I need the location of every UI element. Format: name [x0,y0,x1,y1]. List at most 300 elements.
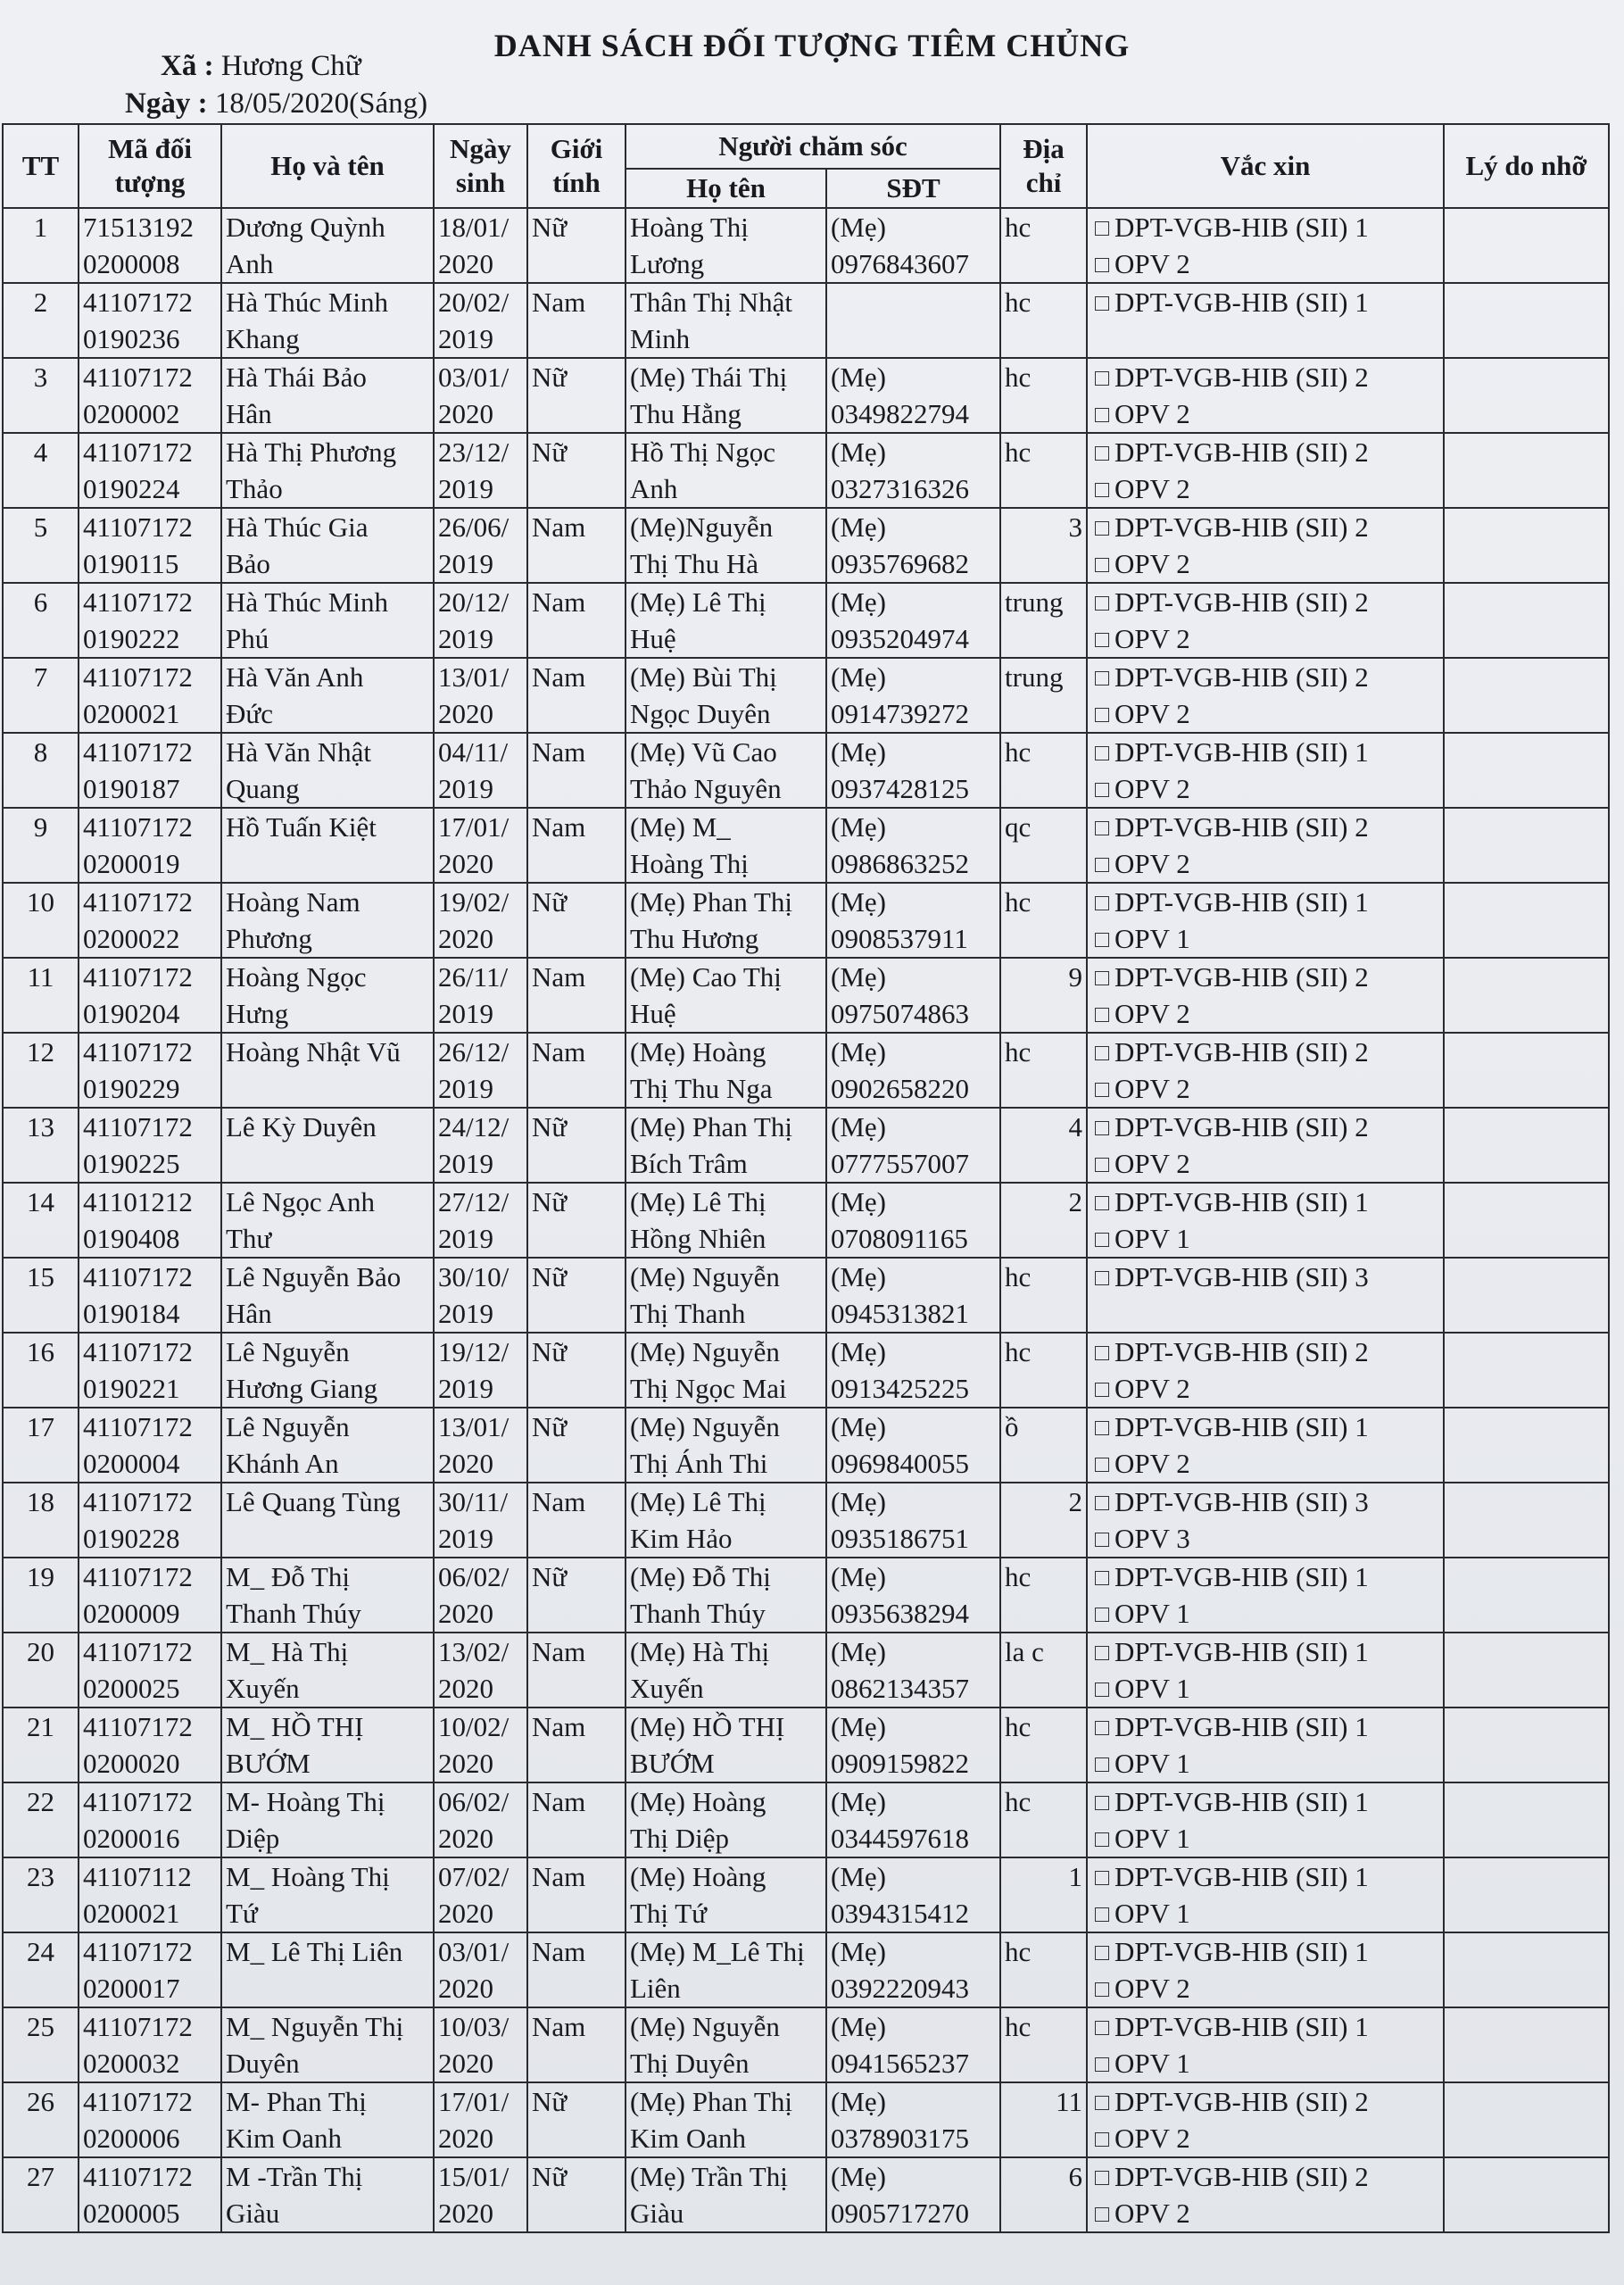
full-name [221,1333,434,1408]
caregiver-name-line: (Mẹ) Nguyễn [630,1411,780,1442]
caregiver-name-line: (Mẹ) Lê Thị [630,586,766,618]
address: hc [1000,433,1087,508]
subject-code-line: 0200008 [83,248,180,279]
vaccine-label: DPT-VGB-HIB (SII) 2 [1114,2086,1369,2117]
vaccine-label: OPV 2 [1114,473,1190,504]
address: 1 [1000,1857,1087,1932]
vaccine-label: DPT-VGB-HIB (SII) 1 [1114,1636,1369,1667]
address: 2 [1000,1183,1087,1258]
vaccines-line [1091,1820,1439,1857]
checkbox-icon [1095,296,1109,311]
subject-code [79,1633,221,1708]
birth-date [434,1932,527,2007]
caregiver-name-line: (Mẹ) HỒ THỊ [630,1711,785,1742]
vaccines-line [1091,2008,1439,2045]
caregiver-phone-line: 0913425225 [831,1373,969,1404]
caregiver-name-line: (Mẹ) Hoàng [630,1036,766,1068]
caregiver-phone-line: 0937428125 [831,773,969,804]
row-number: 2 [3,283,79,358]
full-name [221,883,434,958]
full-name-line: Hồ Tuấn Kiệt [226,811,377,843]
gender: Nữ [527,1258,626,1333]
full-name-line: M- Phan Thị [226,2086,367,2117]
subject-code-line: 41107172 [83,1411,193,1442]
caregiver-phone [826,1408,1000,1483]
subject-code [79,1408,221,1483]
vaccines-line [1091,1670,1439,1707]
caregiver-name-line: Thị Duyên [630,2048,750,2079]
subject-code-line: 0190204 [83,998,180,1029]
checkbox-icon [1095,1046,1109,1060]
caregiver-name [626,1408,826,1483]
subject-code-line: 0200004 [83,1448,180,1479]
full-name-line: M- Hoàng Thị [226,1786,385,1817]
checkbox-icon [1095,1271,1109,1285]
caregiver-phone-line: 0935638294 [831,1598,969,1629]
caregiver-phone [826,658,1000,733]
vaccines [1087,883,1444,958]
caregiver-name-line: Hồng Nhiên [630,1223,766,1254]
checkbox-icon [1095,933,1109,947]
caregiver-phone [826,1258,1000,1333]
vaccines-line [1091,1259,1439,1295]
header-vaccine: Vắc xin [1087,124,1444,208]
subject-code-line: 0200021 [83,698,180,729]
address: 6 [1000,2157,1087,2232]
caregiver-name-line: Minh [630,323,691,354]
checkbox-icon [1095,1871,1109,1885]
checkbox-icon [1095,858,1109,872]
missed-reason [1444,358,1609,433]
vaccine-label: OPV 1 [1114,1223,1190,1254]
commune-value: Hương Chữ [220,50,361,82]
vaccine-label: OPV 3 [1114,1523,1190,1554]
subject-code-line: 41107172 [83,1336,193,1367]
vaccines [1087,1782,1444,1857]
birth-date-line: 2020 [438,1448,493,1479]
birth-date-line: 2019 [438,773,493,804]
caregiver-name-line: Thị Thu Nga [630,1073,773,1104]
header-name: Họ và tên [221,124,434,208]
missed-reason [1444,733,1609,808]
vaccine-label: DPT-VGB-HIB (SII) 2 [1114,586,1369,618]
table-row [3,733,1609,808]
table-row [3,358,1609,433]
caregiver-name [626,733,826,808]
caregiver-phone-line: 0378903175 [831,2123,969,2154]
birth-date [434,433,527,508]
address: hc [1000,883,1087,958]
full-name [221,2007,434,2082]
birth-date-line: 03/01/ [438,1936,510,1967]
address: hc [1000,1708,1087,1782]
vaccine-label: OPV 1 [1114,1748,1190,1779]
subject-code-line: 41107172 [83,1036,193,1068]
caregiver-phone-line: (Mẹ) [831,886,886,918]
birth-date [434,733,527,808]
table-row [3,508,1609,583]
gender: Nam [527,1932,626,2007]
caregiver-name-line: Thị Thanh [630,1298,746,1329]
caregiver-name-line: Giàu [630,2198,684,2229]
full-name [221,808,434,883]
vaccine-label: OPV 2 [1114,2198,1190,2229]
birth-date-line: 18/01/ [438,212,510,243]
birth-date-line: 2020 [438,848,493,879]
caregiver-phone-line: 0862134357 [831,1673,969,1704]
caregiver-phone-line: (Mẹ) [831,1036,886,1068]
table-row [3,1857,1609,1932]
caregiver-name [626,583,826,658]
caregiver-phone-line: (Mẹ) [831,1786,886,1817]
full-name-line: Phú [226,623,269,654]
birth-date-line: 30/11/ [438,1486,509,1517]
gender: Nữ [527,1108,626,1183]
checkbox-icon [1095,2057,1109,2072]
birth-date-line: 26/12/ [438,1036,510,1068]
subject-code-line: 0190228 [83,1523,180,1554]
address: ồ [1000,1408,1087,1483]
vaccine-label: OPV 2 [1114,248,1190,279]
vaccine-label: DPT-VGB-HIB (SII) 2 [1114,661,1369,693]
vaccine-label: DPT-VGB-HIB (SII) 1 [1114,2011,1369,2042]
full-name-line: Hà Thái Bảo [226,361,367,393]
caregiver-phone-line: 0905717270 [831,2198,969,2229]
caregiver-phone-line: (Mẹ) [831,1111,886,1142]
vaccine-label: DPT-VGB-HIB (SII) 1 [1114,212,1369,243]
checkbox-icon [1095,1646,1109,1660]
caregiver-name [626,1708,826,1782]
address: hc [1000,1782,1087,1857]
full-name-line: BƯỚM [226,1748,311,1779]
subject-code-line: 0190408 [83,1223,180,1254]
caregiver-name-line: (Mẹ) Trần Thị [630,2161,788,2192]
birth-date [434,583,527,658]
vaccine-label: OPV 2 [1114,548,1190,579]
caregiver-phone-line: (Mẹ) [831,736,886,768]
caregiver-name [626,808,826,883]
caregiver-name [626,358,826,433]
table-row [3,1183,1609,1258]
caregiver-name-line: BƯỚM [630,1748,715,1779]
vaccines-line [1091,1070,1439,1107]
caregiver-phone [826,508,1000,583]
caregiver-name [626,2007,826,2082]
vaccine-label: DPT-VGB-HIB (SII) 1 [1114,1186,1369,1217]
vaccines-line [1091,1745,1439,1782]
vaccine-label: DPT-VGB-HIB (SII) 1 [1114,886,1369,918]
full-name-line [226,1070,429,1107]
caregiver-phone-line [831,320,996,357]
caregiver-name-line: (Mẹ) Lê Thị [630,1486,766,1517]
vaccines [1087,433,1444,508]
missed-reason [1444,1258,1609,1333]
table-row [3,658,1609,733]
subject-code-line: 0190225 [83,1148,180,1179]
subject-code-line: 41107172 [83,1261,193,1292]
gender: Nam [527,1857,626,1932]
subject-code-line: 41107172 [83,1636,193,1667]
checkbox-icon [1095,971,1109,985]
subject-code-line: 0190229 [83,1073,180,1104]
full-name-line: Xuyến [226,1673,300,1704]
full-name [221,2157,434,2232]
checkbox-icon [1095,1907,1109,1922]
missed-reason [1444,958,1609,1033]
row-number: 1 [3,208,79,283]
caregiver-phone-line: (Mẹ) [831,361,886,393]
vaccines-line [1091,2045,1439,2081]
checkbox-icon [1095,1571,1109,1585]
full-name-line: Kim Oanh [226,2123,343,2154]
birth-date-line: 2019 [438,1073,493,1104]
row-number: 25 [3,2007,79,2082]
vaccine-label: OPV 2 [1114,1448,1190,1479]
subject-code-line: 41107172 [83,886,193,918]
checkbox-icon [1095,2096,1109,2110]
caregiver-name-line: (Mẹ) Hoàng [630,1786,766,1817]
subject-code [79,1483,221,1558]
caregiver-phone [826,2082,1000,2157]
full-name-line: Lê Ngọc Anh [226,1186,376,1217]
checkbox-icon [1095,1346,1109,1360]
vaccines-line [1091,845,1439,882]
checkbox-icon [1095,371,1109,386]
row-number: 17 [3,1408,79,1483]
address: hc [1000,1932,1087,2007]
caregiver-name-line: Anh [630,473,678,504]
caregiver-name [626,283,826,358]
caregiver-name-line: Thu Hằng [630,398,742,429]
vaccines [1087,1558,1444,1633]
birth-date-line: 2020 [438,923,493,954]
subject-code [79,808,221,883]
full-name-line: Phương [226,923,312,954]
row-number: 12 [3,1033,79,1108]
vaccine-label: OPV 2 [1114,698,1190,729]
vaccine-label: OPV 2 [1114,623,1190,654]
checkbox-icon [1095,1421,1109,1435]
vaccine-label: DPT-VGB-HIB (SII) 1 [1114,1861,1369,1892]
checkbox-icon [1095,821,1109,835]
full-name-line: Lê Quang Tùng [226,1486,401,1517]
caregiver-name [626,1258,826,1333]
full-name [221,283,434,358]
caregiver-phone-line: 0935769682 [831,548,969,579]
subject-code-line: 41107172 [83,287,193,318]
subject-code [79,358,221,433]
vaccine-label: DPT-VGB-HIB (SII) 2 [1114,1036,1369,1068]
subject-code-line: 0200016 [83,1823,180,1854]
caregiver-phone [826,958,1000,1033]
missed-reason [1444,1183,1609,1258]
caregiver-phone-line: (Mẹ) [831,661,886,693]
caregiver-name [626,1857,826,1932]
address: qc [1000,808,1087,883]
checkbox-icon [1095,1233,1109,1247]
vaccine-label: DPT-VGB-HIB (SII) 2 [1114,1336,1369,1367]
subject-code-line: 0200017 [83,1973,180,2004]
caregiver-name [626,1932,826,2007]
caregiver-name-line: Thị Ánh Thi [630,1448,768,1479]
subject-code-line: 41107172 [83,2161,193,2192]
vaccine-label: OPV 2 [1114,1148,1190,1179]
full-name-line: Hà Thị Phương [226,436,397,468]
missed-reason [1444,1333,1609,1408]
full-name-line: Hoàng Nam [226,886,360,918]
header-dob: Ngày sinh [434,124,527,208]
gender: Nam [527,1782,626,1857]
subject-code-line: 0190221 [83,1373,180,1404]
vaccines-line [1091,359,1439,395]
gender: Nữ [527,2157,626,2232]
caregiver-phone-line: (Mẹ) [831,2086,886,2117]
caregiver-phone-line: (Mẹ) [831,212,886,243]
table-row [3,958,1609,1033]
vaccines-line [1091,2195,1439,2231]
vaccines-line [1091,584,1439,620]
vaccines-line [1091,1783,1439,1820]
row-number: 15 [3,1258,79,1333]
full-name [221,358,434,433]
subject-code-line: 0200006 [83,2123,180,2154]
vaccines-line [1091,209,1439,245]
full-name-line: Hà Văn Anh [226,661,364,693]
caregiver-name-line: (Mẹ) M_ [630,811,731,843]
missed-reason [1444,883,1609,958]
birth-date-line: 2019 [438,623,493,654]
caregiver-phone-line: (Mẹ) [831,1186,886,1217]
caregiver-phone [826,1108,1000,1183]
vaccines-line [1091,1184,1439,1220]
caregiver-name-line: Xuyến [630,1673,704,1704]
full-name-line: Hân [226,398,272,429]
caregiver-name-line: (Mẹ) Hà Thị [630,1636,770,1667]
checkbox-icon [1095,1083,1109,1097]
caregiver-name-line: Bích Trâm [630,1148,748,1179]
caregiver-phone-line: 0914739272 [831,698,969,729]
subject-code-line: 0200009 [83,1598,180,1629]
header-reason: Lý do nhỡ [1444,124,1609,208]
birth-date [434,1857,527,1932]
vaccines-line [1091,1970,1439,2007]
checkbox-icon [1095,671,1109,686]
caregiver-phone [826,1633,1000,1708]
caregiver-name-line: (Mẹ) Bùi Thị [630,661,777,693]
checkbox-icon [1095,1158,1109,1172]
gender: Nam [527,583,626,658]
checkbox-icon [1095,708,1109,722]
caregiver-name [626,1333,826,1408]
subject-code [79,2157,221,2232]
birth-date [434,1483,527,1558]
vaccines-line [1091,1520,1439,1557]
row-number: 5 [3,508,79,583]
vaccine-label: DPT-VGB-HIB (SII) 1 [1114,1561,1369,1592]
birth-date-line: 07/02/ [438,1861,510,1892]
missed-reason [1444,208,1609,283]
full-name [221,433,434,508]
caregiver-phone-line: (Mẹ) [831,2161,886,2192]
subject-code-line: 41107172 [83,1711,193,1742]
vaccines-line [1091,770,1439,807]
birth-date-line: 04/11/ [438,736,509,768]
vaccines [1087,2007,1444,2082]
checkbox-icon [1095,1496,1109,1510]
caregiver-name-line: (Mẹ) Nguyễn [630,1336,780,1367]
subject-code-line: 0200022 [83,923,180,954]
birth-date-line: 06/02/ [438,1561,510,1592]
vaccine-label: DPT-VGB-HIB (SII) 2 [1114,1111,1369,1142]
birth-date [434,658,527,733]
vaccine-label: DPT-VGB-HIB (SII) 1 [1114,736,1369,768]
birth-date [434,1408,527,1483]
missed-reason [1444,1033,1609,1108]
caregiver-name-line: (Mẹ) Lê Thị [630,1186,766,1217]
birth-date-line: 27/12/ [438,1186,510,1217]
birth-date [434,1558,527,1633]
full-name [221,1258,434,1333]
table-row [3,583,1609,658]
subject-code-line: 0200025 [83,1673,180,1704]
subject-code [79,1033,221,1108]
document-title: DANH SÁCH ĐỐI TƯỢNG TIÊM CHỦNG [493,28,1131,63]
address: hc [1000,1033,1087,1108]
vaccines-line [1091,959,1439,995]
vaccines-line [1091,695,1439,732]
caregiver-phone [826,1183,1000,1258]
vaccines [1087,1258,1444,1333]
vaccine-label: OPV 2 [1114,398,1190,429]
vaccine-label: DPT-VGB-HIB (SII) 2 [1114,511,1369,543]
full-name-line [226,845,429,882]
gender: Nữ [527,1333,626,1408]
address: hc [1000,208,1087,283]
caregiver-phone-line [831,284,996,320]
full-name-line: M_ Hoàng Thị [226,1861,390,1892]
address: hc [1000,2007,1087,2082]
missed-reason [1444,1558,1609,1633]
full-name-line: Lê Nguyễn [226,1336,350,1367]
subject-code-line: 0200002 [83,398,180,429]
vaccines-line [1091,1334,1439,1370]
vaccines [1087,1333,1444,1408]
full-name-line: M -Trần Thị [226,2161,363,2192]
checkbox-icon [1095,221,1109,236]
vaccines-line [1091,1708,1439,1745]
full-name [221,1108,434,1183]
missed-reason [1444,2007,1609,2082]
full-name-line: M_ Nguyễn Thị [226,2011,404,2042]
vaccines-line [1091,620,1439,657]
row-number: 26 [3,2082,79,2157]
full-name-line: Dương Quỳnh [226,212,385,243]
missed-reason [1444,1857,1609,1932]
vaccine-label: OPV 2 [1114,1373,1190,1404]
vaccines [1087,1033,1444,1108]
full-name [221,583,434,658]
full-name-line: Lê Nguyễn Bảo [226,1261,402,1292]
caregiver-phone-line: (Mẹ) [831,1636,886,1667]
caregiver-phone [826,433,1000,508]
full-name-line: Hoàng Nhật Vũ [226,1036,401,1068]
vaccines-line [1091,884,1439,920]
full-name-line: Quang [226,773,300,804]
birth-date-line: 2020 [438,1748,493,1779]
vaccines [1087,733,1444,808]
caregiver-name [626,958,826,1033]
vaccines [1087,208,1444,283]
